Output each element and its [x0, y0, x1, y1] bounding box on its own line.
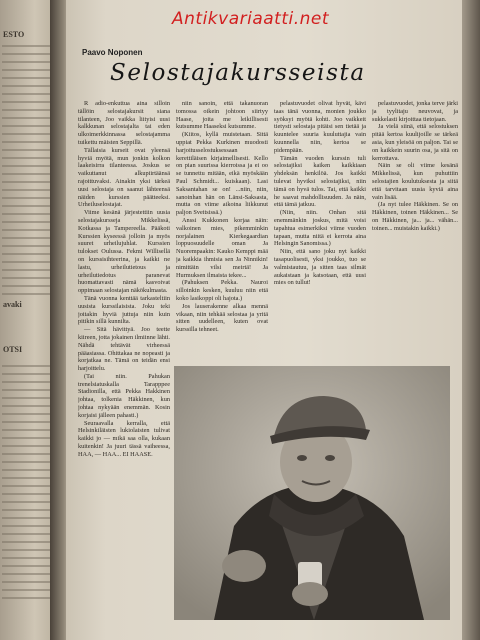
facing-page-text-line — [2, 85, 54, 87]
facing-page-text-line — [2, 421, 54, 423]
facing-page-text-line — [2, 541, 54, 543]
article-paragraph: Jos lauserakenne alkaa mennä vikaan, niin tehkää selostaa ja yritä sitten uudelleen, kuten ovat kurssilla tehneet. — [176, 302, 268, 334]
article-paragraph: Seuraavalla kerralla, että Helsinkiläisten lukiolaisten tulivat kaikki jo — mikä saa olla, kukaan kuitenkin! Ja juuri tässä vaiheessa, HAA, — HAA... EI HAASE. — [78, 419, 170, 458]
facing-page-text-line — [2, 477, 54, 479]
text-column-4 — [372, 100, 458, 360]
facing-page-text-line — [2, 413, 54, 415]
facing-page-heading: OTSI — [3, 345, 23, 354]
facing-page-text-line — [2, 277, 54, 279]
facing-page-heading: avaki — [3, 300, 22, 309]
facing-page-text-line — [2, 69, 54, 71]
facing-page-text-line — [2, 453, 54, 455]
facing-page-text-line — [2, 565, 54, 567]
article-paragraph: Ja vielä siinä, että selostuksen pitää kertoa kuulijoille se tärkeä asia, kun yleisöä on paljon. Tai se on kaikkein suurin osa, ja sitä on kerrottava. — [372, 123, 458, 162]
facing-page-text-line — [2, 253, 54, 255]
facing-page-text-line — [2, 173, 54, 175]
facing-page-text-line — [2, 213, 54, 215]
facing-page-text-line — [2, 373, 54, 375]
facing-page-text-line — [2, 365, 54, 367]
facing-page-text-line — [2, 437, 54, 439]
facing-page-text-line — [2, 469, 54, 471]
facing-page-text-line — [2, 189, 54, 191]
text-column-3 — [274, 100, 366, 360]
facing-page-text-line — [2, 557, 54, 559]
article-paragraph: Niin, että sano joku nyt kaikki tasapuolisesti, yksi joukko, tuo se valmistautuu, ja sitten taas silmät aukaistaan ja katsotaan, että uusi mies on tullut! — [274, 248, 366, 287]
facing-page-text-line — [2, 501, 54, 503]
facing-page-text-line — [2, 293, 54, 295]
facing-page-text-line — [2, 157, 54, 159]
facing-page-text-line — [2, 245, 54, 247]
article-title: Selostajakursseista — [110, 60, 366, 86]
article-paragraph: (Tai niin. Pahukan trenelsiatuskalla Tarapppee Stadionilla, että Pekka Hakkinen johtaa, tolkenia Häkkinen, kun johtaa nykyään enemmän. Kosin korjaisi jälleen pahasti.) — [78, 372, 170, 419]
article-paragraph: (Kiitos, kyllä muistetaan. Sittä uppiat Pekka Kurkinen muodosti harjoitusselostuksessaan kerettiläisen kirjaimellisesti. Kello on pian suurissa kierroissa ja ei oo se tunnettu mitään, eikä myöskään Paul Schmidt... kuiskaan). Lasi Saksantahan se on! ...niin, niin, sanoinhan hän on Länsi-Saksasta, mutta on viime aikoina liikkunut paljon Sveitsissä.) — [176, 131, 268, 217]
facing-page-text-line — [2, 461, 54, 463]
facing-page-text-line — [2, 197, 54, 199]
facing-page-text-line — [2, 221, 54, 223]
facing-page-text-line — [2, 237, 54, 239]
text-column-1 — [78, 100, 170, 605]
facing-page-text-line — [2, 133, 54, 135]
facing-page-text-line — [2, 285, 54, 287]
article-paragraph: pelastuvuodet olivat hyvät, kävi taas tänä vuonna, monien joukko syöksyi myötä kohti. Joo vaikkeit tietysti selostaja pitäisi sen tietää ja kuuntelee suuria kuuluttajia vain kuunnella niin, kertoa se pidempään. — [274, 100, 366, 154]
facing-page-text-line — [2, 597, 54, 599]
facing-page-text-line — [2, 525, 54, 527]
facing-page-text-line — [2, 405, 54, 407]
facing-page-text-line — [2, 181, 54, 183]
facing-page-text-line — [2, 389, 54, 391]
article-paragraph: (Pahuksen Pekka. Nauroi silloinkin kesken, kuuluu niin että koko lasikoppi oli hajota.) — [176, 279, 268, 302]
facing-page-text-line — [2, 381, 54, 383]
article-paragraph: Viime kesänä järjestettiin uusia selostajakursseja Mikkelissä, Kotkassa ja Tampereella. Pääkoti Kurssien kyseessä jolloin ja myös suuret urheilujuhlat. Kurssien tulokset Oulussa. Fekmi Willisellä on kurssisihteerina, ja kaikki ne lastu, urheilutietous ja urheilutiedotus paranevat huomattavasti nämä kasvoivat oppimaan selostajan näkökulmasta. — [78, 209, 170, 295]
article-paragraph: Tämän vuoden kurssin tuli selostajiksi kaiken kaikkiaan yhdeksän henkilöä. Jos kaikki tulevat hyviksi selostajiksi, niin tämä on hyvä tulos. Tai, että kaikki he saavat mahdollisuuden. Ja näin, että tämä jatkuu. — [274, 154, 366, 209]
facing-page-text-line — [2, 261, 54, 263]
article-author: Paavo Noponen — [82, 48, 143, 57]
article-paragraph: pelastuvuodet, jonka terve järki ja tyylitaju neuvovat, ja sukkelasti kirjoittaa tietojaan. — [372, 100, 458, 123]
article-paragraph: R adio-enkuttua aina silloin tällöin selostajakursit siana tilanteen, Joo vaikka liityisi uusi kalkkunan selostajalta tai eden ulkoimerkkinnassa selostajamma tuikettu mäisten Seppillä. — [78, 100, 170, 146]
article-photo — [174, 366, 450, 620]
article-paragraph: Näin se oli viime kesänä Mikkelissä, kun puhuttiin selostajien koulutuksesta ja siitä että tarvitaan uusia kyviä aina vain lisää. — [372, 162, 458, 201]
facing-page-text-line — [2, 53, 54, 55]
facing-page-text-line — [2, 533, 54, 535]
facing-page-text-line — [2, 109, 54, 111]
facing-page-text-line — [2, 269, 54, 271]
article-paragraph: — Sitä hävittyä. Joo teette kiireen, jotta jokainen ilmiinne lähti. Nähdä tehtävät virheessä pääasiassa. Ohittakaa ne nopeasti ja korjatkaa ne. Tämä on teidän ensi harjoittelu. — [78, 326, 170, 373]
facing-page-text-line — [2, 397, 54, 399]
facing-page-text-line — [2, 429, 54, 431]
facing-page-text-line — [2, 205, 54, 207]
page-edge — [462, 0, 480, 640]
facing-page-text-line — [2, 573, 54, 575]
man-in-cap-image — [174, 366, 450, 620]
article-paragraph: (Niin, niin. Onhan sitä enemmänkin joskus, mitä voisi tapahtua esimerkiksi viime vuoden tapaan, mutta niitä ei kerrota aina Helsingin Sanomissa.) — [274, 209, 366, 248]
facing-page-text-line — [2, 229, 54, 231]
facing-page-text-line — [2, 101, 54, 103]
text-column-2 — [176, 100, 268, 360]
facing-page-text-line — [2, 45, 54, 47]
article-paragraph: Tänä vuonna kenttää tarkasteltiin uusista kurssilaisista. Joku teki joitakin hyviä juttuja niin kuin pitikin sillä kunnilta. — [78, 294, 170, 326]
facing-page-text-line — [2, 93, 54, 95]
article-paragraph: Tällaisia kurseit ovat yleensä hyviä myötä, mun jonkin kolkon laakeisirra tilanteessa. Joskus se vaikuttanut alkupiirtäänsä rajoittuvaksi. Ainakin yksi tärkeä uusi selostaja on saanut lähteensä näiden kurssien päätteeksi. Urheiluselostajat. — [78, 146, 170, 209]
facing-page-text-line — [2, 117, 54, 119]
facing-page-text-line — [2, 445, 54, 447]
facing-page-header: ESTO — [3, 30, 25, 39]
facing-page-text-line — [2, 149, 54, 151]
facing-page-text-line — [2, 141, 54, 143]
facing-page-text-line — [2, 549, 54, 551]
facing-page-text-line — [2, 125, 54, 127]
facing-page-text-line — [2, 485, 54, 487]
facing-page-text-line — [2, 509, 54, 511]
facing-page-text-line — [2, 61, 54, 63]
facing-page-text-line — [2, 581, 54, 583]
article-paragraph: niin sanoin, että takanuoran tomossa oikein johtoon siirtyy Haase, joita me leikillisesti kutsumme Haaseksi kutsumme. — [176, 100, 268, 131]
watermark: Antikvariaatti.net — [172, 9, 330, 29]
article-paragraph: (Ja nyt tulee Häkkinen. Se on Häkkinen, toinen Häkkinen... Se on Häkkinen, ja... ja... vähän... toinen... muistakin kaikki.) — [372, 201, 458, 232]
article-paragraph: Anssi Kukkonen korjaa näin: valkoinen mies, pikemminkin norjalainen Kierkegaardian loppuosuudelle oman Ja Nuorempaakin: Kauko Kemppi mää ja kaikkia ihmisia sen Ja Ninnikin! nimittäin vilsi meirtä! Ja Hurmuksen ilmaista tekee... — [176, 216, 268, 279]
facing-page-text-line — [2, 165, 54, 167]
facing-page-text-line — [2, 589, 54, 591]
facing-page-text-line — [2, 517, 54, 519]
facing-page-text-line — [2, 493, 54, 495]
facing-page-text-line — [2, 77, 54, 79]
